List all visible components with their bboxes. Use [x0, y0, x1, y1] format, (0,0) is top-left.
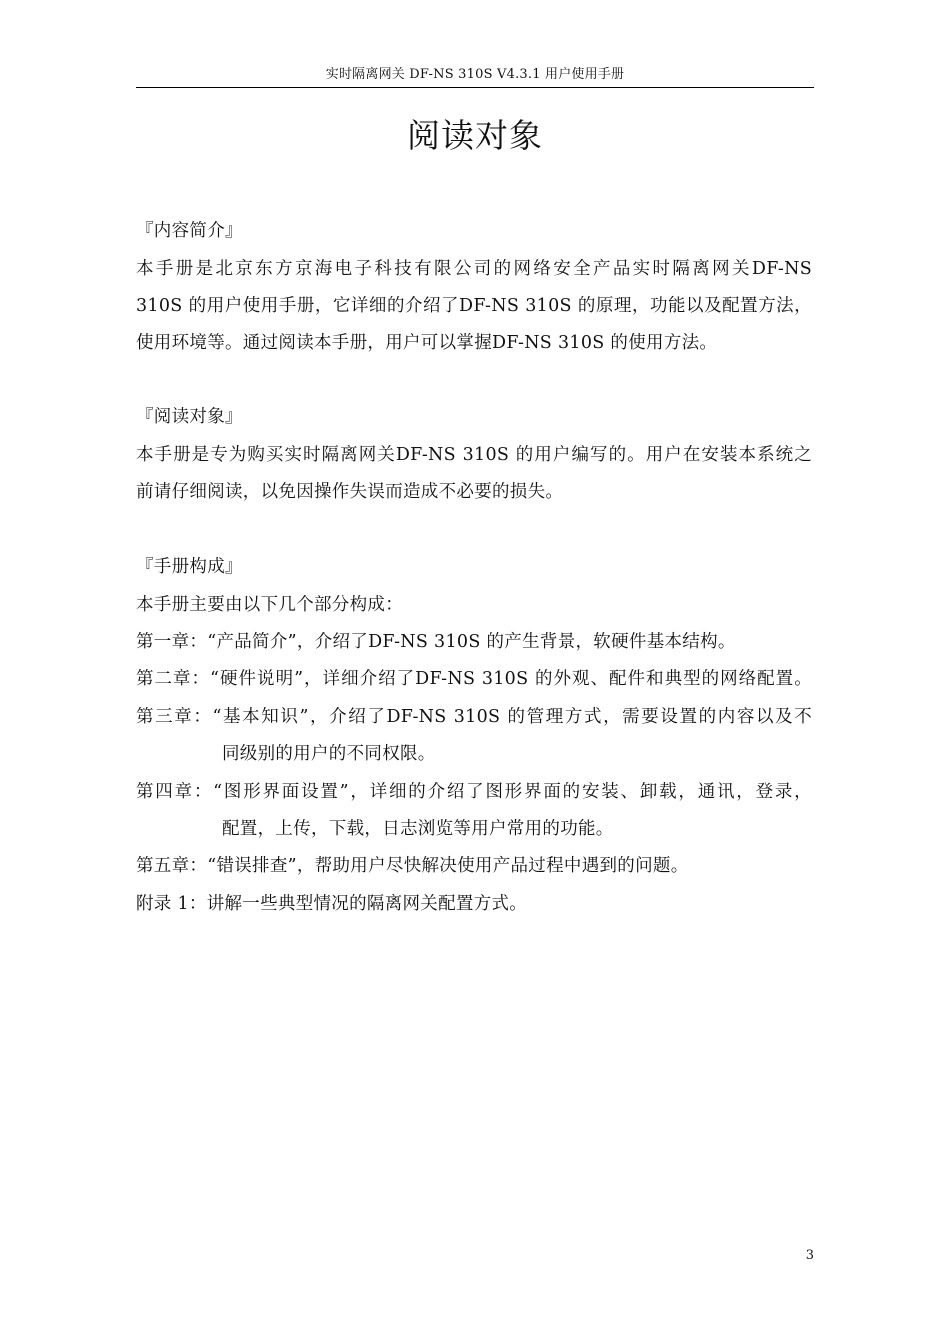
page-number: 3	[805, 1248, 814, 1263]
audience-line-2: 前请仔细阅读，以免因操作失误而造成不必要的损失。	[136, 482, 564, 502]
header-rule	[136, 87, 814, 88]
audience-line-1: 本手册是专为购买实时隔离网关DF-NS 310S 的用户编写的。用户在安装本系统之	[136, 445, 812, 465]
section-heading-audience: 『阅读对象』	[136, 407, 243, 427]
section-heading-structure: 『手册构成』	[136, 557, 243, 577]
section-heading-intro: 『内容简介』	[136, 221, 243, 241]
structure-lead: 本手册主要由以下几个部分构成：	[136, 595, 403, 615]
running-header: 实时隔离网关 DF-NS 310S V4.3.1 用户使用手册	[325, 67, 625, 82]
chapter-4-item-continued: 配置，上传，下载，日志浏览等用户常用的功能。	[222, 819, 614, 839]
appendix-1-item: 附录 1：讲解一些典型情况的隔离网关配置方式。	[136, 894, 528, 914]
intro-line-2: 310S 的用户使用手册，它详细的介绍了DF-NS 310S 的原理，功能以及配置方法，	[136, 296, 812, 316]
chapter-2-item: 第二章：“硬件说明”，详细介绍了DF-NS 310S 的外观、配件和典型的网络配置。	[136, 669, 812, 689]
page-title: 阅读对象	[407, 116, 543, 155]
intro-line-3: 使用环境等。通过阅读本手册，用户可以掌握DF-NS 310S 的使用方法。	[136, 333, 718, 353]
chapter-1-item: 第一章：“产品简介”，介绍了DF-NS 310S 的产生背景，软硬件基本结构。	[136, 632, 736, 652]
chapter-3-item: 第三章：“基本知识”，介绍了DF-NS 310S 的管理方式，需要设置的内容以及不	[136, 707, 812, 727]
chapter-4-item: 第四章：“图形界面设置”，详细的介绍了图形界面的安装、卸载，通讯，登录，	[136, 782, 812, 802]
chapter-3-item-continued: 同级别的用户的不同权限。	[222, 744, 436, 764]
chapter-5-item: 第五章：“错误排查”，帮助用户尽快解决使用产品过程中遇到的问题。	[136, 856, 689, 876]
intro-line-1: 本手册是北京东方京海电子科技有限公司的网络安全产品实时隔离网关DF-NS	[136, 259, 812, 279]
